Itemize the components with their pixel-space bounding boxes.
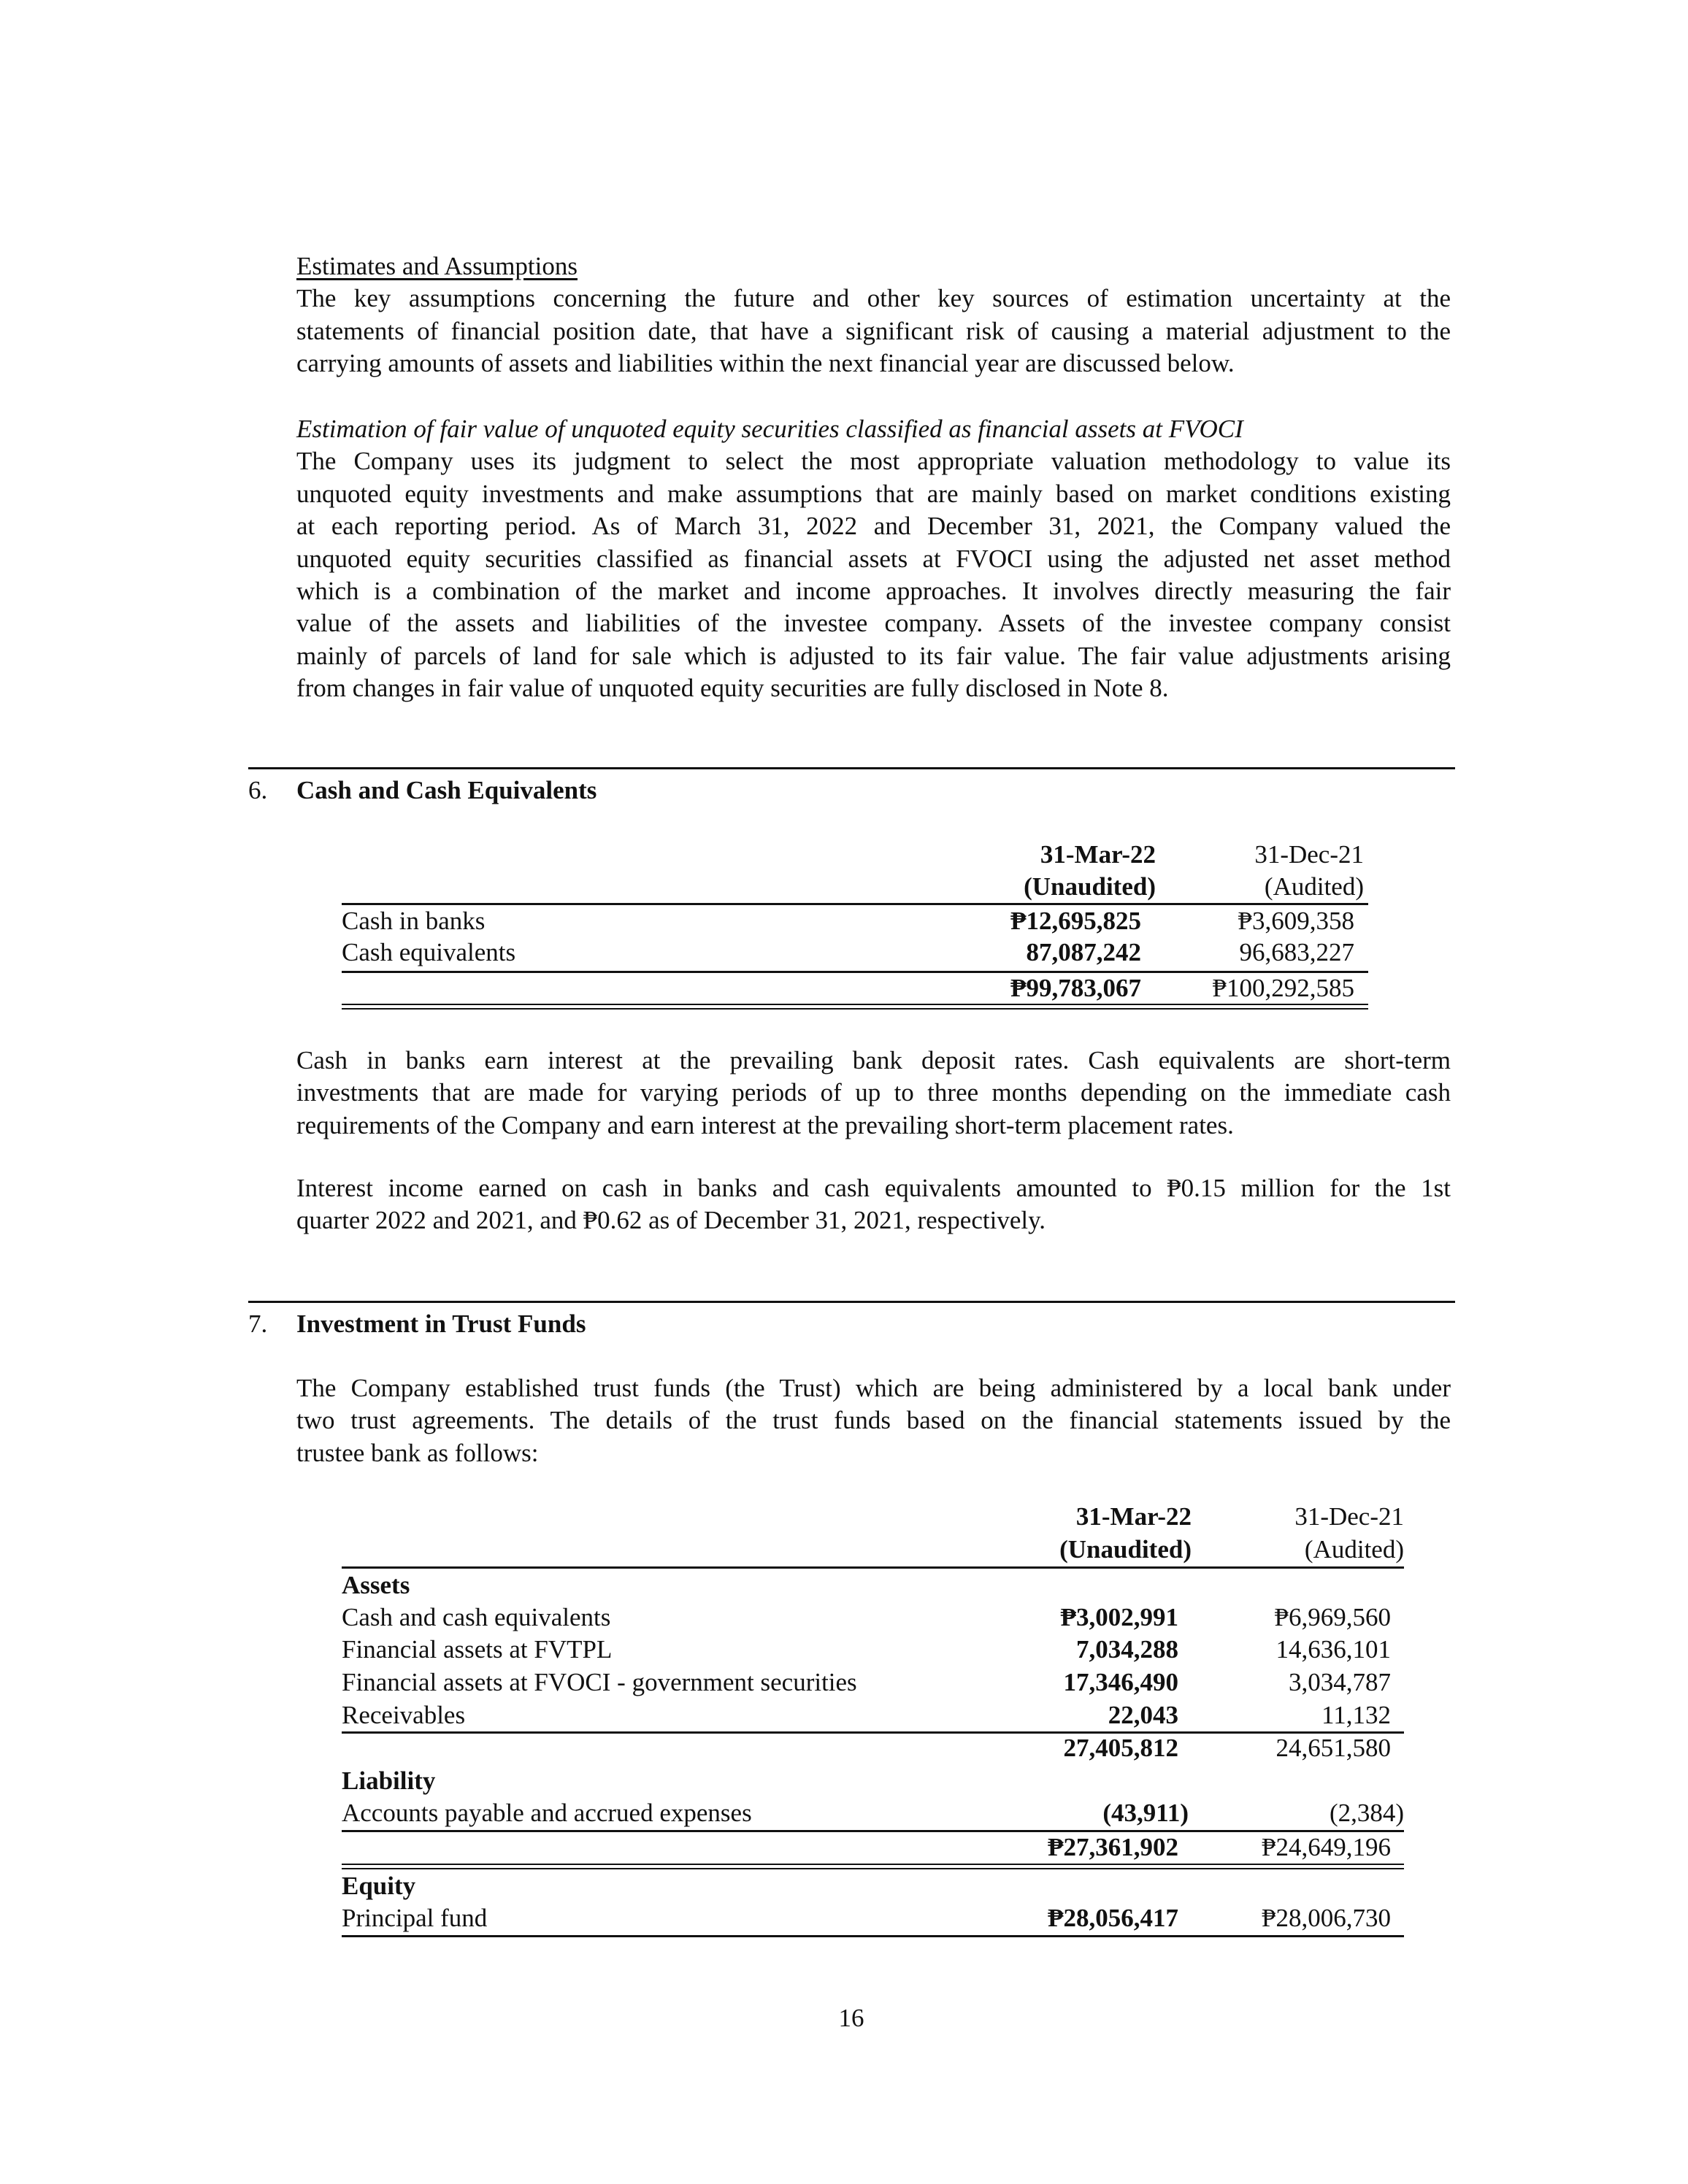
- value-current: 17,346,490: [1063, 1668, 1178, 1696]
- value-prior: ₱6,969,560: [1274, 1603, 1391, 1631]
- column-subheader: (Unaudited): [1024, 872, 1156, 901]
- column-header: 31-Mar-22: [1075, 1502, 1192, 1531]
- fvoci-paragraph: [296, 445, 1451, 704]
- value-current: ₱12,695,825: [1010, 907, 1141, 935]
- value-current: 22,043: [1108, 1701, 1178, 1729]
- value-prior: 14,636,101: [1275, 1635, 1391, 1664]
- table-rule: [342, 1830, 1404, 1832]
- row-label: Cash and cash equivalents: [342, 1603, 611, 1631]
- text-line: which is a combination of the market and income approaches. It involves directly measuring the fair: [296, 576, 1451, 605]
- column-header: 31-Dec-21: [1294, 1502, 1404, 1531]
- value-current: ₱28,056,417: [1048, 1904, 1178, 1932]
- liability-label: Liability: [342, 1766, 436, 1795]
- text-line: two trust agreements. The details of the trust funds based on the financial statements issued by the: [296, 1406, 1451, 1435]
- text-line: Cash in banks earn interest at the prevailing bank deposit rates. Cash equivalents are short-term: [296, 1046, 1451, 1074]
- value-current: (43,911): [1102, 1799, 1189, 1827]
- equity-label: Equity: [342, 1872, 416, 1900]
- table-rule: [342, 1868, 1404, 1869]
- row-label: Receivables: [342, 1701, 466, 1729]
- value-current: ₱3,002,991: [1060, 1603, 1178, 1631]
- fvoci-section: [296, 413, 1451, 705]
- value-prior: 96,683,227: [1239, 938, 1354, 966]
- text-line: value of the assets and liabilities of the investee company. Assets of the investee company consist: [296, 609, 1451, 638]
- estimates-section: [296, 250, 1451, 380]
- note6-paragraph-1: [296, 1045, 1451, 1142]
- value-prior: (2,384): [1329, 1799, 1404, 1827]
- text-line: The key assumptions concerning the future and other key sources of estimation uncertainty at the: [296, 284, 1451, 313]
- column-subheader: (Audited): [1304, 1535, 1404, 1564]
- value-prior: ₱3,609,358: [1238, 907, 1354, 935]
- table-rule: [342, 1935, 1404, 1937]
- value-prior: 11,132: [1321, 1701, 1391, 1729]
- value-current: 7,034,288: [1076, 1635, 1178, 1664]
- estimates-heading: Estimates and Assumptions: [296, 252, 578, 280]
- text-line: unquoted equity investments and make assumptions that are mainly based on market conditions existing: [296, 479, 1451, 508]
- net-total-prior: ₱24,649,196: [1262, 1833, 1391, 1861]
- row-label: Financial assets at FVTPL: [342, 1635, 613, 1664]
- text-line: requirements of the Company and earn interest at the prevailing short-term placement rates.: [296, 1110, 1234, 1139]
- row-label: Cash equivalents: [342, 938, 516, 966]
- text-line: statements of financial position date, that have a significant risk of causing a material adjustment to the: [296, 316, 1451, 345]
- net-total-current: ₱27,361,902: [1048, 1833, 1178, 1861]
- table-rule: [342, 1004, 1368, 1005]
- page-number: 16: [838, 2004, 864, 2032]
- table-rule: [342, 1864, 1404, 1865]
- table-rule: [342, 1731, 1404, 1734]
- text-line: Interest income earned on cash in banks and cash equivalents amounted to ₱0.15 million for the 1st: [296, 1174, 1451, 1202]
- text-line: trustee bank as follows:: [296, 1438, 539, 1467]
- text-line: investments that are made for varying periods of up to three months depending on the immediate cash: [296, 1078, 1451, 1107]
- note6-paragraph-2: [296, 1172, 1451, 1237]
- assets-label: Assets: [342, 1571, 410, 1599]
- table-rule: [342, 1008, 1368, 1010]
- section-divider: [248, 767, 1455, 769]
- text-line: carrying amounts of assets and liabilities within the next financial year are discussed below.: [296, 349, 1235, 378]
- text-line: quarter 2022 and 2021, and ₱0.62 as of December 31, 2021, respectively.: [296, 1206, 1046, 1235]
- column-header: 31-Dec-21: [1254, 840, 1364, 869]
- estimates-paragraph: [296, 282, 1451, 380]
- column-subheader: (Audited): [1264, 872, 1364, 901]
- note7-number: 7.: [248, 1310, 268, 1338]
- text-line: from changes in fair value of unquoted equity securities are fully disclosed in Note 8.: [296, 674, 1169, 703]
- text-line: mainly of parcels of land for sale which is adjusted to its fair value. The fair value adjustments arising: [296, 641, 1451, 670]
- value-prior: 3,034,787: [1289, 1668, 1391, 1696]
- note6-title: Cash and Cash Equivalents: [296, 776, 597, 804]
- text-line: The Company established trust funds (the Trust) which are being administered by a local bank under: [296, 1374, 1451, 1402]
- note6-number: 6.: [248, 776, 268, 804]
- table-rule: [342, 903, 1368, 905]
- row-label: Principal fund: [342, 1904, 488, 1932]
- fvoci-subheading: Estimation of fair value of unquoted equity securities classified as financial assets at FVOCI: [296, 415, 1243, 443]
- note7-title: Investment in Trust Funds: [296, 1310, 586, 1338]
- row-label: Financial assets at FVOCI - government securities: [342, 1668, 857, 1696]
- column-subheader: (Unaudited): [1059, 1535, 1192, 1564]
- value-prior: ₱28,006,730: [1262, 1904, 1391, 1932]
- section-divider: [248, 1301, 1455, 1303]
- text-line: The Company uses its judgment to select the most appropriate valuation methodology to value its: [296, 447, 1451, 476]
- assets-total-current: 27,405,812: [1063, 1734, 1178, 1762]
- note7-paragraph: [296, 1372, 1451, 1469]
- row-label: Cash in banks: [342, 907, 486, 935]
- row-label: Accounts payable and accrued expenses: [342, 1799, 752, 1827]
- column-header: 31-Mar-22: [1040, 840, 1156, 869]
- total-current: ₱99,783,067: [1010, 974, 1141, 1002]
- text-line: at each reporting period. As of March 31, 2022 and December 31, 2021, the Company valued the: [296, 512, 1451, 541]
- total-prior: ₱100,292,585: [1212, 974, 1354, 1002]
- assets-total-prior: 24,651,580: [1275, 1734, 1391, 1762]
- text-line: unquoted equity securities classified as financial assets at FVOCI using the adjusted net asset method: [296, 544, 1451, 573]
- table-rule: [342, 1566, 1404, 1569]
- value-current: 87,087,242: [1026, 938, 1141, 966]
